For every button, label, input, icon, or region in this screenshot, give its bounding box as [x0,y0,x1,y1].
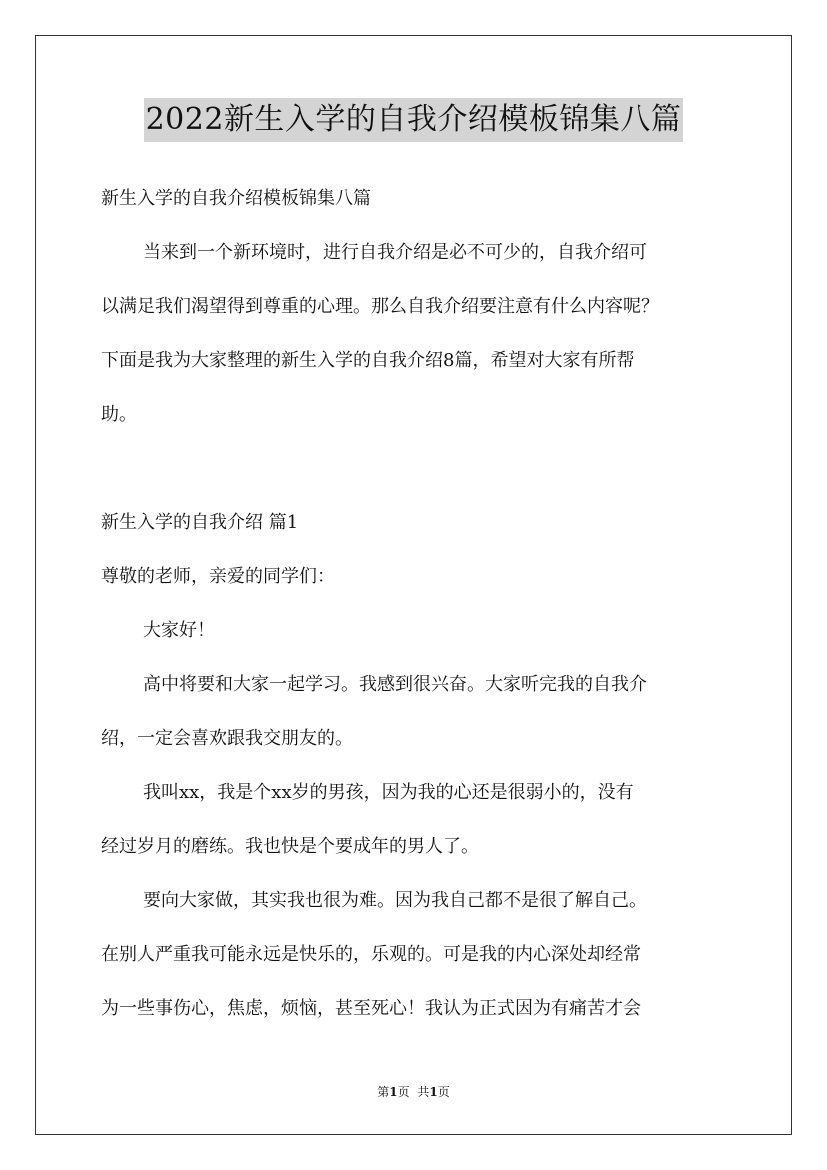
title-container [0,98,827,142]
document-title: 2022新生入学的自我介绍模板锦集八篇 [144,98,684,142]
page-footer [0,1083,827,1100]
intro-line: 当来到一个新环境时，进行自我介绍是必不可少的，自我介绍可 [143,242,647,263]
body-line: 为一些事伤心，焦虑，烦恼，甚至死心！我认为正式因为有痛苦才会 [101,998,641,1019]
body-line: 我叫xx，我是个xx岁的男孩，因为我的心还是很弱小的，没有 [143,782,634,803]
footer-page-label: 页 [397,1085,410,1099]
blank-line [101,442,741,496]
total-pages: 1 [429,1085,438,1099]
section-heading: 新生入学的自我介绍 篇1 [101,512,299,533]
intro-line: 下面是我为大家整理的新生入学的自我介绍8篇，希望对大家有所帮 [101,350,635,371]
body-line: 高中将要和大家一起学习。我感到很兴奋。大家听完我的自我介 [143,674,647,695]
footer-total-prefix: 共 [417,1085,430,1099]
body-line: 要向大家做，其实我也很为难。因为我自己都不是很了解自己。 [143,890,647,911]
body-line: 在别人严重我可能永远是快乐的，乐观的。可是我的内心深处却经常 [101,944,641,965]
footer-total-label: 页 [437,1085,450,1099]
salutation: 尊敬的老师，亲爱的同学们： [101,566,335,587]
intro-line: 助。 [101,404,137,425]
greeting: 大家好！ [143,620,215,641]
body-line: 经过岁月的磨练。我也快是个要成年的男人了。 [101,836,479,857]
document-subtitle: 新生入学的自我介绍模板锦集八篇 [101,188,371,209]
body-line: 绍，一定会喜欢跟我交朋友的。 [101,728,353,749]
document-body [101,172,741,1036]
footer-prefix: 第 [377,1085,390,1099]
page-number: 1 [389,1085,398,1099]
intro-line: 以满足我们渴望得到尊重的心理。那么自我介绍要注意有什么内容呢？ [101,296,659,317]
